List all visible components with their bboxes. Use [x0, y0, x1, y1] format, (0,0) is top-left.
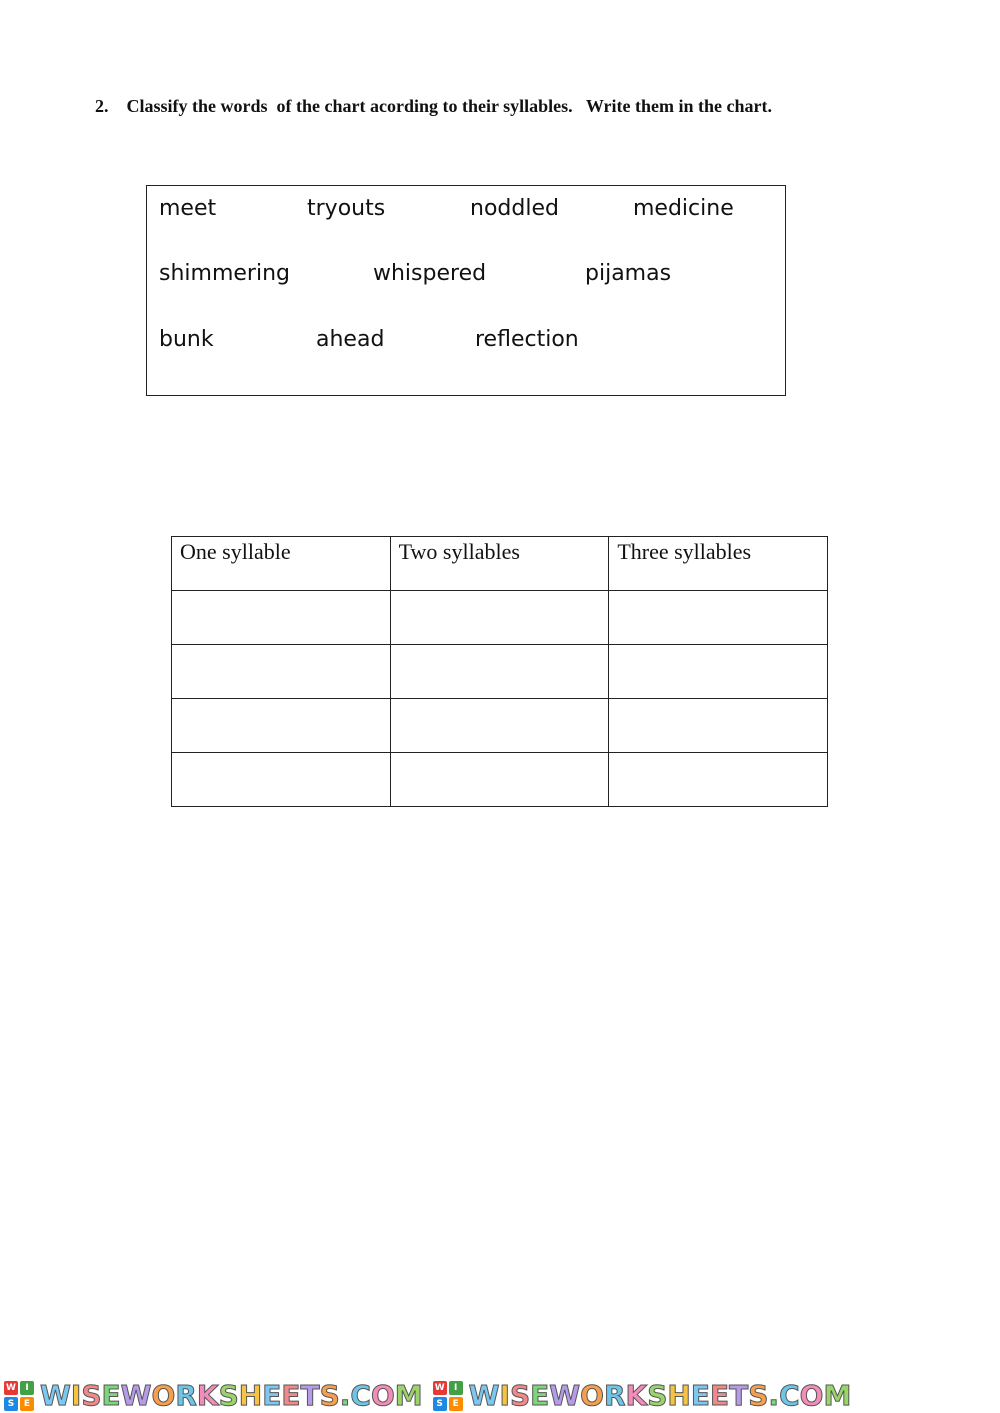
- brand-name: WISEWORKSHEETS.COM: [40, 1379, 423, 1412]
- word-bank-word: ahead: [316, 327, 385, 352]
- answer-cell[interactable]: [390, 645, 609, 699]
- logo-letter: S: [433, 1397, 447, 1411]
- brand-logo: [0, 1379, 423, 1412]
- syllable-table: [171, 536, 828, 807]
- logo-letter: S: [4, 1397, 18, 1411]
- logo-letter: I: [449, 1381, 463, 1395]
- word-bank-word: reflection: [475, 327, 579, 352]
- header-three-syllables: Three syllables: [609, 537, 828, 591]
- answer-cell[interactable]: [172, 699, 391, 753]
- logo-letter: W: [433, 1381, 447, 1395]
- answer-cell[interactable]: [609, 591, 828, 645]
- logo-icon: [433, 1381, 463, 1411]
- logo-icon: [4, 1381, 34, 1411]
- word-bank-word: bunk: [159, 327, 214, 352]
- header-two-syllables: Two syllables: [390, 537, 609, 591]
- logo-letter: I: [20, 1381, 34, 1395]
- logo-letter: E: [449, 1397, 463, 1411]
- header-one-syllable: One syllable: [172, 537, 391, 591]
- answer-cell[interactable]: [609, 699, 828, 753]
- logo-letter: W: [4, 1381, 18, 1395]
- word-bank-box: [146, 185, 786, 396]
- word-bank-word: shimmering: [159, 261, 290, 286]
- answer-cell[interactable]: [172, 591, 391, 645]
- table-row: [172, 591, 828, 645]
- brand-logo: [429, 1379, 852, 1412]
- answer-cell[interactable]: [390, 591, 609, 645]
- footer-watermark: [0, 1378, 1000, 1413]
- answer-cell[interactable]: [172, 645, 391, 699]
- word-bank-word: noddled: [470, 196, 559, 221]
- word-bank-word: meet: [159, 196, 217, 221]
- logo-letter: E: [20, 1397, 34, 1411]
- table-row: [172, 753, 828, 807]
- word-bank-word: tryouts: [307, 196, 386, 221]
- instruction-text: 2. Classify the words of the chart acording to their syllables. Write them in the chart.: [95, 96, 772, 116]
- word-bank-word: medicine: [633, 196, 734, 221]
- brand-name: WISEWORKSHEETS.COM: [468, 1379, 852, 1412]
- answer-cell[interactable]: [609, 645, 828, 699]
- table-row: [172, 699, 828, 753]
- table-row: [172, 645, 828, 699]
- answer-cell[interactable]: [390, 753, 609, 807]
- answer-cell[interactable]: [390, 699, 609, 753]
- answer-cell[interactable]: [172, 753, 391, 807]
- table-header-row: [172, 537, 828, 591]
- word-bank-word: pijamas: [585, 261, 672, 286]
- answer-cell[interactable]: [609, 753, 828, 807]
- word-bank-word: whispered: [373, 261, 487, 286]
